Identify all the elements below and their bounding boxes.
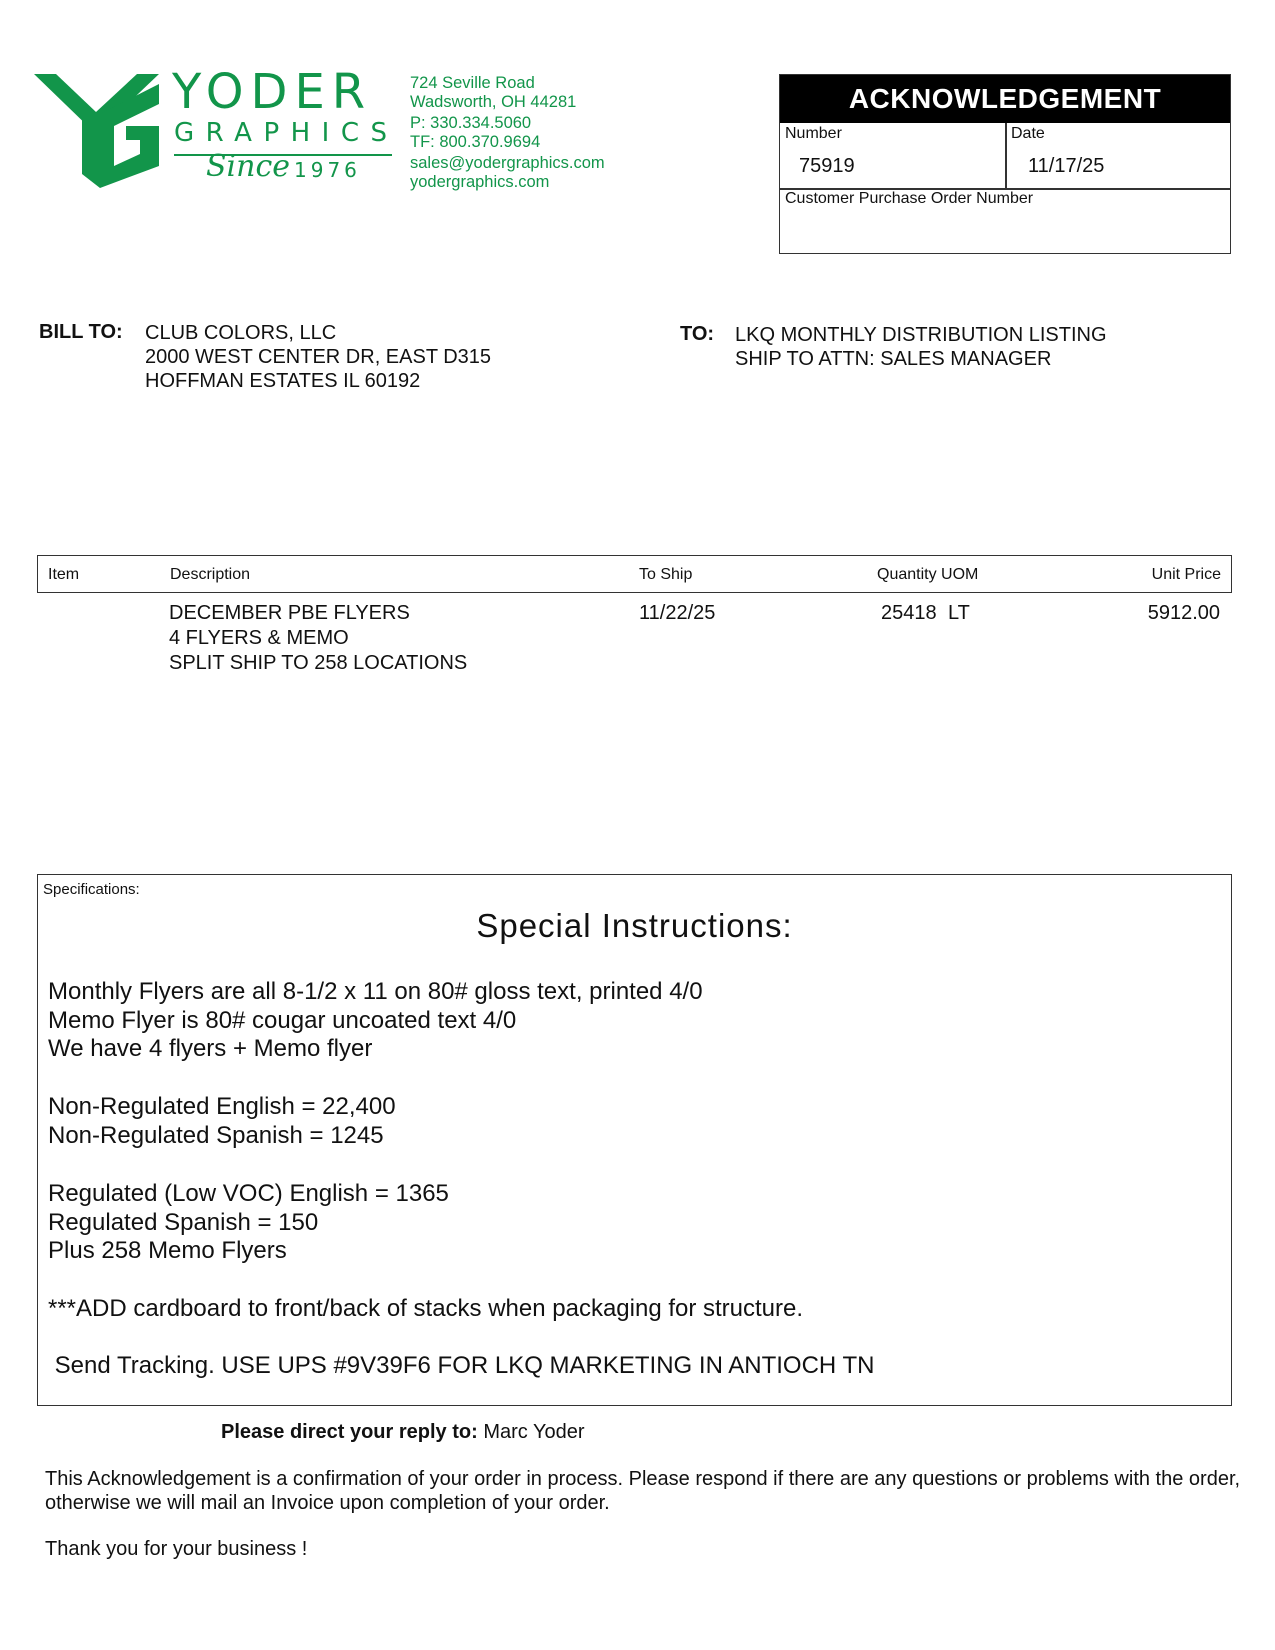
company-contact-info [410,74,605,191]
company-address-line2: Wadsworth, OH 44281 [410,92,577,111]
row-quantity: 25418 [881,602,937,624]
row-uom: LT [948,602,970,624]
instruction-line: Regulated (Low VOC) English = 1365 [48,1180,449,1207]
confirmation-text: This Acknowledgement is a confirmation of your order in process. Please respond if there are any questions or problems with the order, otherwise we will mail an Invoice upon completion of your order. [45,1468,1241,1514]
row-to-ship: 11/22/25 [639,602,716,624]
ship-to-line: SHIP TO ATTN: SALES MANAGER [735,348,1052,370]
instruction-line: Non-Regulated English = 22,400 [48,1093,396,1120]
bill-to-line: CLUB COLORS, LLC [145,322,337,344]
header-description: Description [170,566,251,583]
header-to-ship: To Ship [639,566,693,583]
company-address-line1: 724 Seville Road [410,74,535,92]
reply-line [221,1421,585,1444]
row-description-line: SPLIT SHIP TO 258 LOCATIONS [169,652,468,674]
number-label: Number [785,125,842,142]
instruction-line: Memo Flyer is 80# cougar uncoated text 4/0 [48,1007,517,1034]
ack-divider-vertical [1005,123,1007,188]
bill-to-line: HOFFMAN ESTATES IL 60192 [145,370,421,392]
instruction-line: We have 4 flyers + Memo flyer [48,1035,373,1062]
acknowledgement-box [779,74,1231,254]
number-value: 75919 [799,155,855,177]
bill-to-label: BILL TO: [39,321,123,343]
reply-name: Marc Yoder [483,1421,585,1443]
ship-to-address [735,323,1107,371]
ship-to-line: LKQ MONTHLY DISTRIBUTION LISTING [735,324,1107,346]
instruction-line: Regulated Spanish = 150 [48,1209,319,1236]
po-label: Customer Purchase Order Number [785,190,1034,207]
header-quantity-uom: Quantity UOM [877,566,979,583]
instruction-line: Monthly Flyers are all 8-1/2 x 11 on 80# gloss text, printed 4/0 [48,978,703,1005]
instruction-line: Plus 258 Memo Flyers [48,1237,287,1264]
company-toll-free: TF: 800.370.9694 [410,132,541,151]
specifications-label: Specifications: [43,881,140,898]
logo-since: Since [206,149,291,184]
company-email[interactable]: sales@yodergraphics.com [410,154,605,172]
bill-to-address [145,321,491,393]
items-table-header [37,555,1232,593]
instruction-line: Send Tracking. USE UPS #9V39F6 FOR LKQ MARKETING IN ANTIOCH TN [48,1352,875,1379]
specifications-box [37,874,1232,1406]
instruction-line: Non-Regulated Spanish = 1245 [48,1122,384,1149]
date-value: 11/17/25 [1028,155,1105,177]
date-label: Date [1011,125,1045,142]
logo-year: 1976 [294,158,361,182]
special-instructions-title: Special Instructions: [476,907,793,944]
logo-subtitle: GRAPHICS [174,118,399,148]
thank-you-text: Thank you for your business ! [45,1538,308,1560]
bill-to-line: 2000 WEST CENTER DR, EAST D315 [145,346,492,368]
row-description-line: DECEMBER PBE FLYERS [169,602,410,624]
reply-label: Please direct your reply to: [221,1421,478,1443]
ship-to-label: TO: [680,323,715,345]
company-phone: P: 330.334.5060 [410,114,532,132]
row-unit-price: 5912.00 [1147,602,1220,624]
acknowledgement-title: ACKNOWLEDGEMENT [780,75,1230,123]
row-description [169,601,467,676]
header-unit-price: Unit Price [1151,566,1221,583]
yoder-graphics-logo-icon [34,74,159,188]
row-description-line: 4 FLYERS & MEMO [169,627,349,649]
logo-wordmark: YODER [172,64,373,120]
instruction-line: ***ADD cardboard to front/back of stacks when packaging for structure. [48,1295,804,1322]
company-website[interactable]: yodergraphics.com [410,172,550,191]
header-item: Item [48,566,80,583]
